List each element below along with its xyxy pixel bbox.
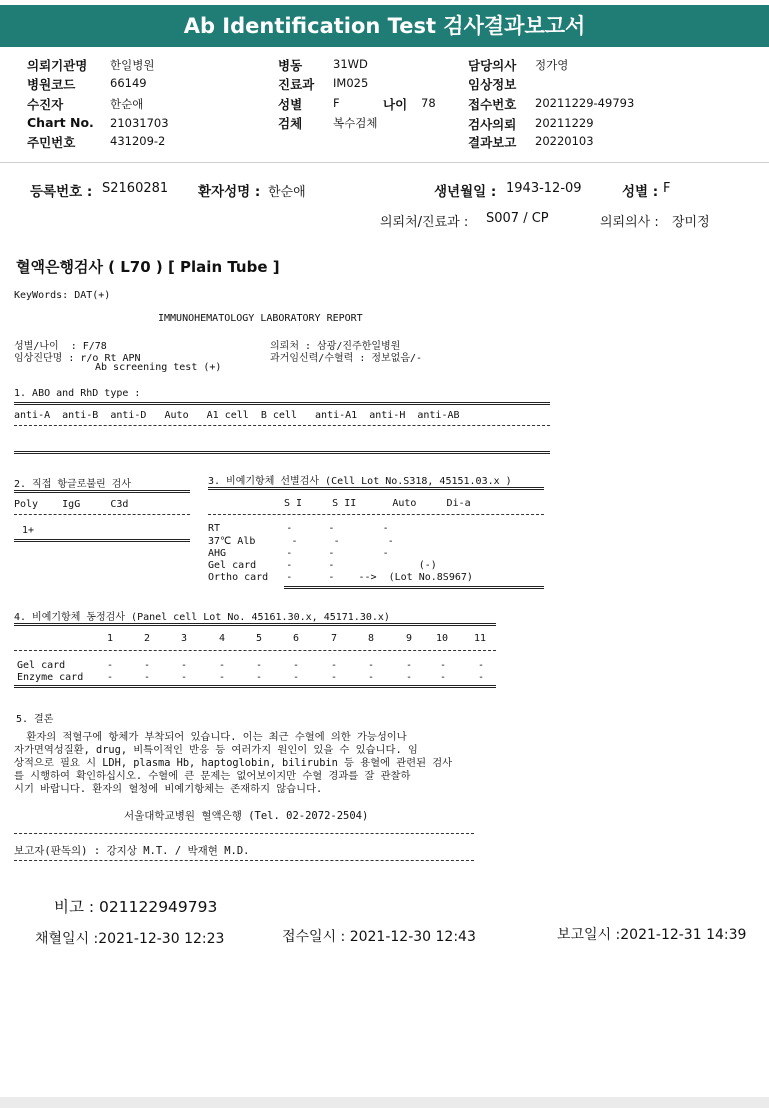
section-5-title: 5. 결론 — [16, 714, 54, 725]
panel-column-header: 9 — [406, 633, 413, 644]
panel-cell: - — [181, 672, 188, 683]
transfusion-history: 과거임신력/수혈력 : 정보없음/- — [270, 353, 423, 364]
panel-cell: - — [256, 672, 263, 683]
age-label: 나이 — [383, 97, 408, 112]
keywords: KeyWords: DAT(+) — [14, 290, 111, 301]
info-value: 66149 — [110, 76, 147, 90]
screening-headers: S I S II Auto Di-a — [284, 498, 471, 509]
conclusion-line: 상적으로 필요 시 LDH, plasma Hb, haptoglobin, bilirubin 등 용혈에 관련된 검사 — [14, 757, 453, 769]
doctor-label: 의뢰의사 : — [600, 215, 659, 230]
reporter: 보고자(판독의) : 강지상 M.T. / 박재현 M.D. — [14, 845, 250, 857]
double-rule — [14, 490, 190, 493]
reg-no-label: 등록번호 : — [30, 184, 93, 200]
dept-label: 의뢰처/진료과 : — [380, 215, 469, 230]
double-rule — [14, 451, 550, 454]
panel-cell: - — [293, 672, 300, 683]
info-label: 검체 — [278, 116, 303, 131]
dashed-rule — [14, 860, 474, 861]
double-rule — [208, 487, 544, 490]
section-3-title: 3. 비예기항체 선별검사 (Cell Lot No.S318, 45151.03.x ) — [208, 476, 512, 487]
panel-cell: - — [368, 660, 375, 671]
info-value: 431209-2 — [110, 134, 166, 148]
panel-cell: - — [219, 672, 226, 683]
dashed-rule — [14, 425, 550, 426]
info-value: 한일병원 — [110, 58, 155, 72]
info-value: F — [333, 96, 340, 110]
referrer: 의뢰처 : 삼광/진주한일병원 — [270, 341, 401, 352]
panel-column-header: 6 — [293, 633, 300, 644]
panel-row-label: Enzyme card — [17, 672, 84, 683]
info-label: 병원코드 — [27, 77, 76, 92]
screening-row: RT - - - — [208, 523, 389, 534]
panel-column-header: 2 — [144, 633, 151, 644]
info-label: 주민번호 — [27, 135, 76, 150]
conclusion-line: 시기 바랍니다. 환자의 혈청에 비예기항체는 존재하지 않습니다. — [14, 783, 323, 795]
clinical-diagnosis: 임상진단명 : r/o Rt APN — [14, 353, 141, 364]
dat-poly-value: 1+ — [22, 525, 35, 536]
info-value: 31WD — [333, 57, 368, 71]
conclusion-line: 환자의 적혈구에 항체가 부착되어 있습니다. 이는 최근 수혈에 의한 가능성이나 — [14, 731, 407, 743]
dob-value: 1943-12-09 — [506, 181, 582, 196]
sex-label: 성별 : — [622, 184, 659, 200]
panel-cell: - — [440, 660, 447, 671]
double-rule — [14, 402, 550, 405]
screening-row: 37℃ Alb - - - — [208, 536, 394, 547]
double-rule — [14, 623, 496, 626]
info-label: 진료과 — [278, 77, 315, 92]
reported-time: 보고일시 :2021-12-31 14:39 — [557, 927, 747, 943]
info-value: IM025 — [333, 76, 369, 90]
section-1-title: 1. ABO and RhD type : — [14, 388, 141, 399]
dashed-rule — [208, 514, 544, 515]
panel-row-label: Gel card — [17, 660, 66, 671]
panel-column-header: 1 — [107, 633, 114, 644]
panel-column-header: 5 — [256, 633, 263, 644]
age-value: 78 — [421, 96, 436, 110]
dob-label: 생년월일 : — [434, 184, 497, 200]
screening-row: Ortho card - - --> (Lot No.8S967) — [208, 572, 473, 583]
info-label: 담당의사 — [468, 58, 517, 73]
info-label: 의뢰기관명 — [27, 58, 88, 73]
collected-time: 채혈일시 :2021-12-30 12:23 — [35, 931, 225, 947]
panel-cell: - — [107, 672, 114, 683]
panel-cell: - — [219, 660, 226, 671]
info-value: 정가영 — [535, 58, 569, 72]
patient-name-value: 한순애 — [268, 185, 306, 200]
info-label: 접수번호 — [468, 97, 517, 112]
conclusion-line: 자가면역성질환, drug, 비특이적인 반응 등 여러가지 원인이 있을 수 있습니다. 임 — [14, 744, 418, 756]
double-rule — [14, 685, 496, 688]
test-title: 혈액은행검사 ( L70 ) [ Plain Tube ] — [16, 258, 280, 276]
info-value: 20220103 — [535, 134, 594, 148]
info-value: 한순애 — [110, 97, 144, 111]
panel-cell: - — [293, 660, 300, 671]
panel-cell: - — [107, 660, 114, 671]
patient-name-label: 환자성명 : — [198, 184, 261, 200]
panel-cell: - — [144, 660, 151, 671]
panel-cell: - — [478, 660, 485, 671]
panel-cell: - — [331, 660, 338, 671]
dashed-rule — [14, 514, 190, 515]
reg-no-value: S2160281 — [102, 181, 169, 196]
abo-headers: anti-A anti-B anti-D Auto A1 cell B cell anti-A1 anti-H anti-AB — [14, 410, 460, 421]
screening-row: Gel card - - (-) — [208, 560, 437, 571]
section-4-title: 4. 비예기항체 동정검사 (Panel cell Lot No. 45161.30.x, 45171.30.x) — [14, 612, 390, 623]
info-label: 결과보고 — [468, 135, 517, 150]
panel-column-header: 11 — [474, 633, 487, 644]
panel-column-header: 7 — [331, 633, 338, 644]
panel-column-header: 8 — [368, 633, 375, 644]
clinical-diagnosis-2: Ab screening test (+) — [95, 362, 222, 373]
info-label: 수진자 — [27, 97, 64, 112]
info-label: 임상정보 — [468, 77, 517, 92]
panel-cell: - — [331, 672, 338, 683]
panel-cell: - — [256, 660, 263, 671]
info-value: 20211229-49793 — [535, 96, 635, 110]
panel-column-header: 3 — [181, 633, 188, 644]
info-label: 성별 — [278, 97, 303, 112]
panel-cell: - — [181, 660, 188, 671]
conclusion-line: 를 시행하여 확인하십시오. 수혈에 큰 문제는 없어보이지만 수혈 경과를 잘 관찰하 — [14, 770, 411, 782]
info-value: 20211229 — [535, 116, 594, 130]
doctor-value: 장미정 — [672, 215, 710, 230]
panel-cell: - — [368, 672, 375, 683]
panel-column-header: 4 — [219, 633, 226, 644]
lab-report-title: IMMUNOHEMATOLOGY LABORATORY REPORT — [158, 313, 363, 324]
dept-value: S007 / CP — [486, 211, 549, 226]
received-time: 접수일시 : 2021-12-30 12:43 — [282, 929, 476, 945]
info-value: 21031703 — [110, 116, 169, 130]
info-divider — [0, 162, 769, 163]
sex-value: F — [663, 181, 671, 196]
panel-cell: - — [406, 672, 413, 683]
remark: 비고 : 021122949793 — [54, 898, 218, 916]
panel-column-header: 10 — [436, 633, 449, 644]
dashed-rule — [14, 833, 474, 834]
info-label: Chart No. — [27, 115, 94, 130]
panel-cell: - — [478, 672, 485, 683]
sex-age: 성별/나이 : F/78 — [14, 341, 107, 352]
info-label: 검사의뢰 — [468, 117, 517, 132]
info-label: 병동 — [278, 58, 303, 73]
info-value: 복수검체 — [333, 116, 378, 130]
panel-cell: - — [406, 660, 413, 671]
blood-bank-contact: 서울대학교병원 혈액은행 (Tel. 02-2072-2504) — [124, 810, 369, 822]
dashed-rule — [14, 650, 496, 651]
dat-headers: Poly IgG C3d — [14, 499, 129, 510]
screening-row: AHG - - - — [208, 548, 389, 559]
panel-cell: - — [440, 672, 447, 683]
double-rule — [14, 539, 190, 542]
double-rule — [284, 586, 544, 589]
panel-cell: - — [144, 672, 151, 683]
section-2-title: 2. 직접 항글로불린 검사 — [14, 479, 132, 490]
report-title: Ab Identification Test 검사결과보고서 — [0, 5, 769, 47]
